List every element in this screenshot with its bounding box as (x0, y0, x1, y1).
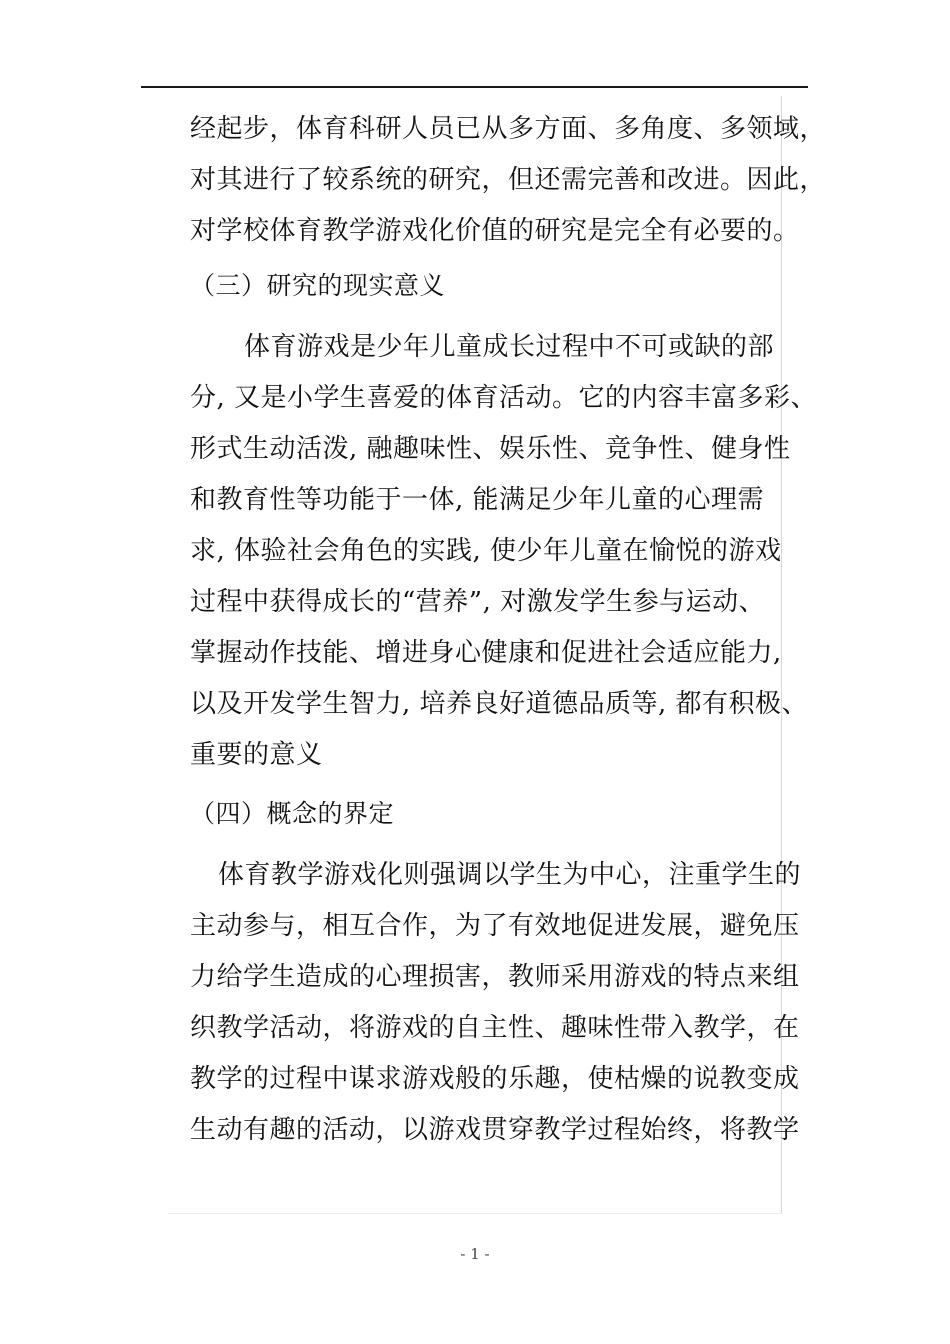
paragraph-line: 体育教学游戏化则强调以学生为中心，注重学生的 (218, 860, 802, 890)
paragraph-line: 力给学生造成的心理损害，教师采用游戏的特点来组 (190, 962, 800, 992)
paragraph-3 (190, 860, 802, 1145)
paragraph-line: 体育游戏是少年儿童成长过程中不可或缺的部 (244, 332, 775, 362)
paragraph-line: 求, 体验社会角色的实践, 使少年儿童在愉悦的游戏 (190, 536, 782, 566)
paragraph-line: 经起步，体育科研人员已从多方面、多角度、多领域， (190, 114, 827, 144)
paragraph-line: 以及开发学生智力, 培养良好道德品质等, 都有积极、 (190, 689, 809, 719)
header-rule (141, 86, 808, 88)
paragraph-line: 分, 又是小学生喜爱的体育活动。它的内容丰富多彩、 (190, 383, 818, 413)
paragraph-1 (190, 114, 827, 246)
document-body (190, 114, 827, 1145)
paragraph-2 (190, 332, 818, 770)
paragraph-line: 主动参与，相互合作，为了有效地促进发展，避免压 (190, 911, 800, 941)
paragraph-line: 对学校体育教学游戏化价值的研究是完全有必要的。 (190, 216, 800, 246)
page-number: - 1 - (460, 1245, 490, 1263)
paragraph-line: 形式生动活泼, 融趣味性、娱乐性、竞争性、健身性 (190, 434, 791, 464)
paragraph-line: 过程中获得成长的“营养”, 对激发学生参与运动、 (190, 587, 766, 617)
paragraph-line: 和教育性等功能于一体, 能满足少年儿童的心理需 (190, 485, 765, 515)
section-heading-4: （四）概念的界定 (190, 799, 395, 828)
paragraph-line: 织教学活动，将游戏的自主性、趣味性带入教学，在 (190, 1013, 800, 1043)
section-heading-3: （三）研究的现实意义 (190, 271, 446, 300)
paragraph-line: 生动有趣的活动，以游戏贯穿教学过程始终，将教学 (190, 1115, 800, 1145)
paragraph-line: 对其进行了较系统的研究，但还需完善和改进。因此， (190, 165, 827, 195)
paragraph-line: 重要的意义 (190, 740, 323, 770)
footer-rule (168, 1213, 782, 1214)
paragraph-line: 教学的过程中谋求游戏般的乐趣，使枯燥的说教变成 (190, 1064, 800, 1094)
paragraph-line: 掌握动作技能、增进身心健康和促进社会适应能力, (190, 638, 782, 668)
